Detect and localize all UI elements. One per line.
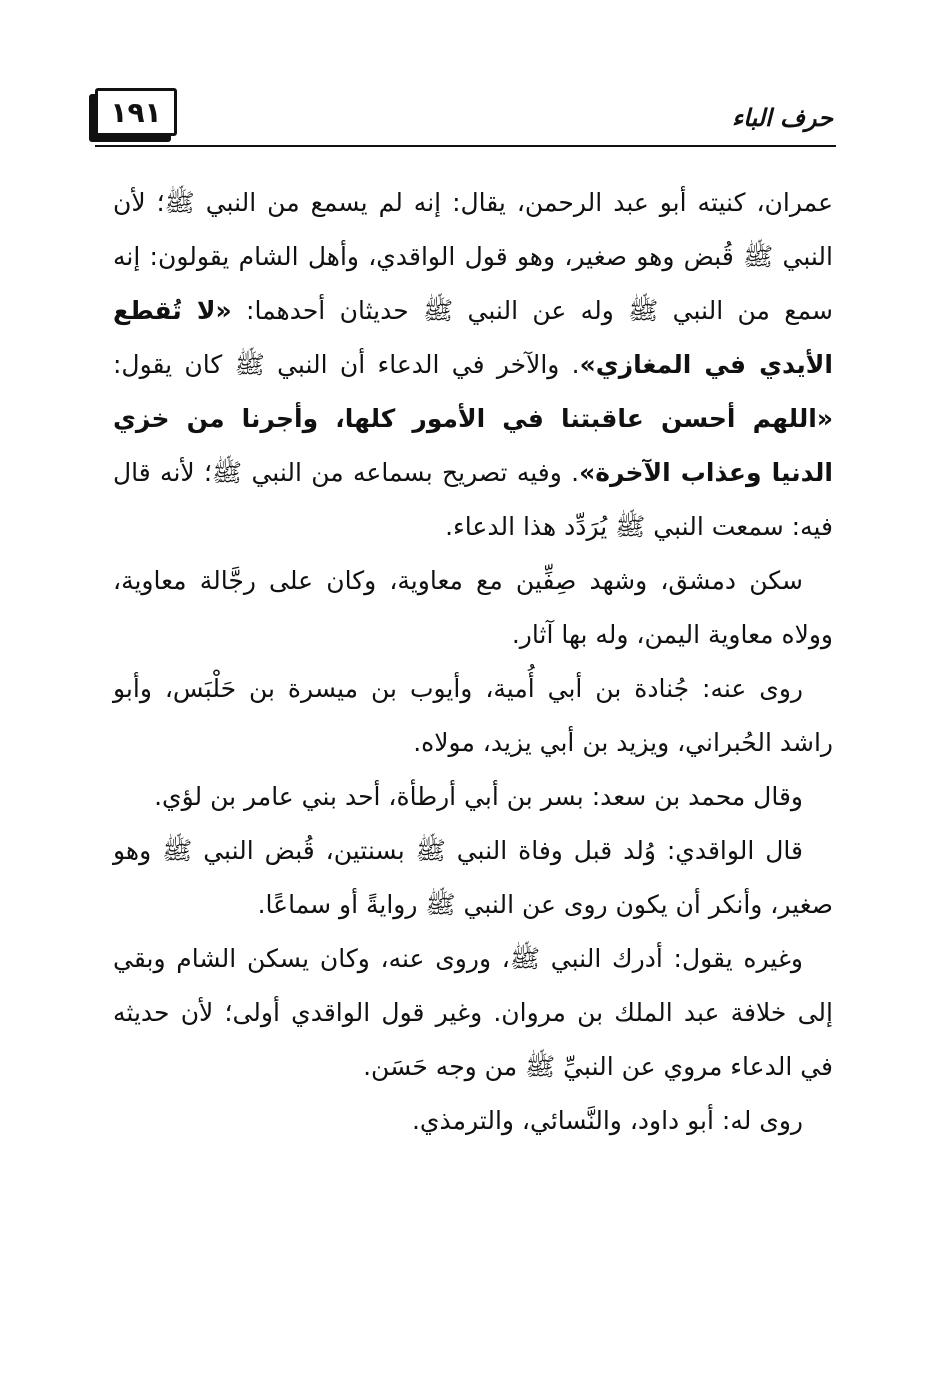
page-number: ١٩١ <box>110 95 162 129</box>
text-segment: عمران، كنيته أبو عبد الرحمن، يقال: إنه لم يسمع من النبي ﷺ؛ لأن النبي ﷺ قُبض وهو صغير، وهو قول الواقدي، وأهل الشام يقولون: إنه سمع من النبي ﷺ وله عن النبي ﷺ حديثان أحدهما: <box>113 188 833 325</box>
paragraph <box>113 176 833 554</box>
text-segment: . والآخر في الدعاء أن النبي ﷺ كان يقول: <box>113 350 580 379</box>
running-header-title: حرف الباء <box>731 104 833 132</box>
text-segment: وقال محمد بن سعد: بسر بن أبي أرطأة، أحد بني عامر بن لؤي. <box>154 782 803 811</box>
header-divider <box>95 145 836 147</box>
paragraph <box>113 554 833 662</box>
hadith-quote: «لا تُقطع الأيدي في المغازي» <box>113 296 833 379</box>
text-segment: سكن دمشق، وشهد صِفِّين مع معاوية، وكان على رجَّالة معاوية، وولاه معاوية اليمن، وله بها آثار. <box>113 566 833 649</box>
text-segment: . وفيه تصريح بسماعه من النبي ﷺ؛ لأنه قال فيه: سمعت النبي ﷺ يُرَدِّد هذا الدعاء. <box>113 458 833 541</box>
paragraph <box>113 824 833 932</box>
hadith-quote: «اللهم أحسن عاقبتنا في الأمور كلها، وأجرنا من خزي الدنيا وعذاب الآخرة» <box>113 404 834 487</box>
text-segment: روى عنه: جُنادة بن أبي أُمية، وأيوب بن ميسرة بن حَلْبَس، وأبو راشد الحُبراني، ويزيد بن أبي يزيد، مولاه. <box>113 674 833 757</box>
text-segment: قال الواقدي: وُلد قبل وفاة النبي ﷺ بسنتين، قُبض النبي ﷺ وهو صغير، وأنكر أن يكون روى عن النبي ﷺ روايةً أو سماعًا. <box>113 836 833 919</box>
text-segment: روى له: أبو داود، والنَّسائي، والترمذي. <box>411 1106 803 1135</box>
page-body <box>113 176 833 1148</box>
page-number-box <box>95 88 177 136</box>
paragraph <box>113 932 833 1094</box>
paragraph <box>113 770 833 824</box>
text-segment: وغيره يقول: أدرك النبي ﷺ، وروى عنه، وكان يسكن الشام وبقي إلى خلافة عبد الملك بن مروان. وغير قول الواقدي أولى؛ لأن حديثه في الدعاء مروي عن النبيِّ ﷺ من وجه حَسَن. <box>113 944 833 1081</box>
paragraph <box>113 662 833 770</box>
paragraph <box>113 1094 833 1148</box>
